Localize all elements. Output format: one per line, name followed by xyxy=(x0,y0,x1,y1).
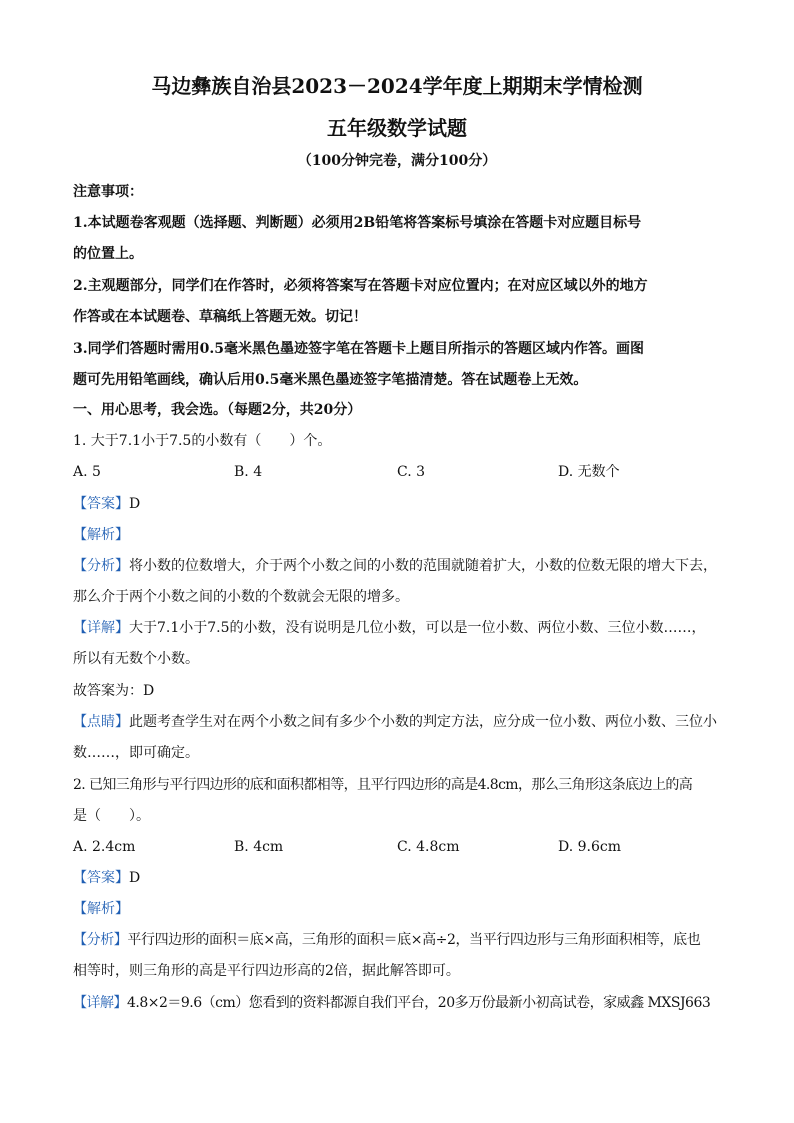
instruction-3a: 3.同学们答题时需用0.5毫米黑色墨迹签字笔在答题卡上题目所指示的答题区域内作答。画图 xyxy=(73,341,644,357)
q2-xiangjie-row xyxy=(73,993,733,1013)
instructions-heading: 注意事项： xyxy=(73,184,143,200)
q2-option-c: C. 4.8cm xyxy=(397,839,460,855)
q2-fenxi-row xyxy=(73,930,733,950)
q1-dianjing-tag: 【点睛】 xyxy=(73,714,129,730)
q1-option-c: C. 3 xyxy=(397,464,426,480)
q2-fenxi-a: 平行四边形的面积＝底×高，三角形的面积＝底×高÷2，当平行四边形与三角形面积相等，底也 xyxy=(127,932,701,948)
q1-xiangjie-a: 大于7.1小于7.5的小数，没有说明是几位小数，可以是一位小数、两位小数、三位小数……， xyxy=(129,620,706,636)
q1-dianjing-b: 数……，即可确定。 xyxy=(73,745,199,761)
instruction-1b: 的位置上。 xyxy=(73,246,143,262)
exam-note: （100分钟完卷，满分100分） xyxy=(297,153,497,169)
q1-answer-row xyxy=(73,494,733,514)
q2-answer: D xyxy=(129,870,141,886)
q1-answer: D xyxy=(129,496,141,512)
q2-fenxi-b: 相等时，则三角形的高是平行四边形高的2倍，据此解答即可。 xyxy=(73,963,460,979)
q1-fenxi-tag: 【分析】 xyxy=(73,558,129,574)
q2-fenxi-tag: 【分析】 xyxy=(73,932,128,948)
instruction-2a: 2.主观题部分，同学们在作答时，必须将答案写在答题卡对应位置内；在对应区域以外的地方 xyxy=(73,278,648,294)
q1-xiangjie-b: 所以有无数个小数。 xyxy=(73,651,199,667)
q2-stem-a: 2. 已知三角形与平行四边形的底和面积都相等，且平行四边形的高是4.8cm，那么三角形这条底边上的高 xyxy=(73,777,693,793)
q2-xiangjie-tag: 【详解】 xyxy=(73,995,127,1011)
q1-fenxi-row xyxy=(73,556,733,576)
q2-xiangjie-a: 4.8×2＝9.6（cm）您看到的资料都源自我们平台，20多万份最新小初高试卷，家威鑫 MXSJ663 xyxy=(127,995,711,1011)
q1-dianjing-a: 此题考查学生对在两个小数之间有多少个小数的判定方法，应分成一位小数、两位小数、三位小 xyxy=(129,714,717,730)
section1-heading: 一、用心思考，我会选。（每题2分，共20分） xyxy=(73,402,362,418)
q1-xiangjie-tag: 【详解】 xyxy=(73,620,129,636)
q2-answer-row xyxy=(73,868,733,888)
q2-analysis-tag: 【解析】 xyxy=(73,901,129,917)
q2-answer-tag: 【答案】 xyxy=(73,870,129,886)
q1-fenxi-a: 将小数的位数增大，介于两个小数之间的小数的范围就随着扩大，小数的位数无限的增大下去， xyxy=(129,558,717,574)
q1-analysis-row xyxy=(73,525,733,545)
q1-fenxi-b: 那么介于两个小数之间的小数的个数就会无限的增多。 xyxy=(73,589,409,605)
q1-xiangjie-row xyxy=(73,618,733,638)
exam-title: 马边彝族自治县2023－2024学年度上期期末学情检测 xyxy=(151,74,643,98)
q1-answer-tag: 【答案】 xyxy=(73,496,129,512)
q2-option-b: B. 4cm xyxy=(234,839,284,855)
q1-conclusion: 故答案为：D xyxy=(73,683,155,699)
q1-analysis-tag: 【解析】 xyxy=(73,527,129,543)
q2-analysis-row xyxy=(73,899,733,919)
instruction-1a: 1.本试题卷客观题（选择题、判断题）必须用2B铅笔将答案标号填涂在答题卡对应题目标号 xyxy=(73,215,642,231)
q2-option-d: D. 9.6cm xyxy=(558,839,622,855)
q1-stem: 1. 大于7.1小于7.5的小数有（ ）个。 xyxy=(73,433,332,449)
q1-option-a: A. 5 xyxy=(73,464,101,480)
q1-option-d: D. 无数个 xyxy=(558,464,620,480)
q1-dianjing-row xyxy=(73,712,733,732)
instruction-2b: 作答或在本试题卷、草稿纸上答题无效。切记！ xyxy=(73,309,367,325)
q2-option-a: A. 2.4cm xyxy=(73,839,136,855)
q1-option-b: B. 4 xyxy=(234,464,263,480)
q2-stem-b: 是（ ）。 xyxy=(73,808,150,824)
instruction-3b: 题可先用铅笔画线，确认后用0.5毫米黑色墨迹签字笔描清楚。答在试题卷上无效。 xyxy=(73,372,588,388)
exam-subtitle: 五年级数学试题 xyxy=(327,116,467,140)
